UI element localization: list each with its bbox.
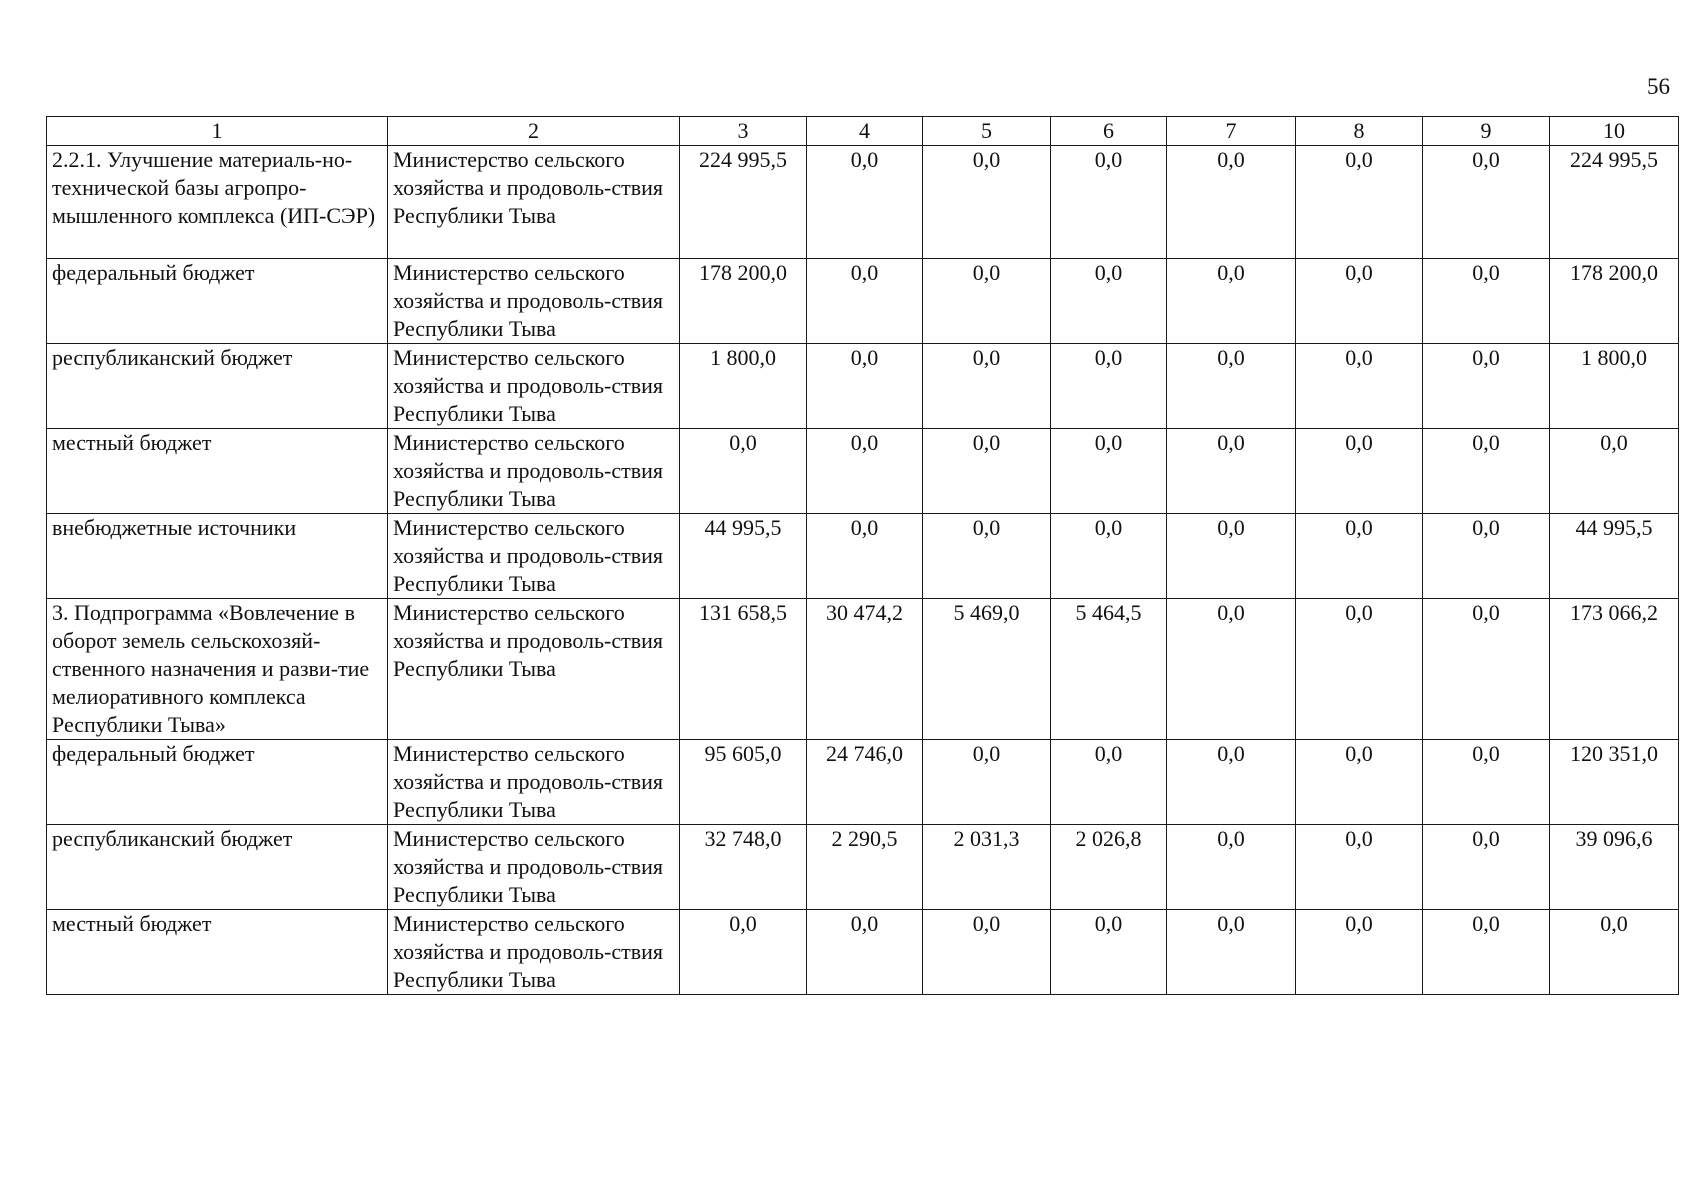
executor-cell: Министерство сельского хозяйства и продоволь-ствия Республики Тыва — [388, 599, 680, 740]
total-cell: 1 800,0 — [1550, 344, 1679, 429]
value-cell: 95 605,0 — [680, 740, 807, 825]
value-cell: 0,0 — [1423, 910, 1550, 995]
table-row — [47, 740, 1679, 825]
table-row — [47, 344, 1679, 429]
column-header: 7 — [1167, 117, 1296, 146]
total-cell: 173 066,2 — [1550, 599, 1679, 740]
table-row — [47, 825, 1679, 910]
value-cell: 0,0 — [680, 429, 807, 514]
value-cell: 0,0 — [1296, 344, 1423, 429]
value-cell: 0,0 — [1051, 740, 1167, 825]
value-cell: 0,0 — [923, 146, 1051, 259]
value-cell: 0,0 — [923, 910, 1051, 995]
value-cell: 24 746,0 — [807, 740, 923, 825]
executor-cell: Министерство сельского хозяйства и продоволь-ствия Республики Тыва — [388, 259, 680, 344]
column-header: 8 — [1296, 117, 1423, 146]
value-cell: 0,0 — [1296, 740, 1423, 825]
table-row — [47, 910, 1679, 995]
value-cell: 1 800,0 — [680, 344, 807, 429]
table-body — [47, 146, 1679, 995]
value-cell: 0,0 — [1051, 344, 1167, 429]
table-row — [47, 259, 1679, 344]
column-header: 9 — [1423, 117, 1550, 146]
value-cell: 178 200,0 — [680, 259, 807, 344]
value-cell: 0,0 — [1296, 514, 1423, 599]
value-cell: 0,0 — [1051, 429, 1167, 514]
value-cell: 0,0 — [1167, 514, 1296, 599]
value-cell: 0,0 — [1051, 514, 1167, 599]
value-cell: 0,0 — [1051, 259, 1167, 344]
value-cell: 0,0 — [1051, 146, 1167, 259]
funding-source-cell: местный бюджет — [47, 429, 388, 514]
executor-cell: Министерство сельского хозяйства и продоволь-ствия Республики Тыва — [388, 344, 680, 429]
value-cell: 0,0 — [807, 259, 923, 344]
value-cell: 0,0 — [1167, 429, 1296, 514]
executor-cell: Министерство сельского хозяйства и продоволь-ствия Республики Тыва — [388, 825, 680, 910]
value-cell: 0,0 — [923, 514, 1051, 599]
total-cell: 44 995,5 — [1550, 514, 1679, 599]
column-header: 6 — [1051, 117, 1167, 146]
value-cell: 0,0 — [1423, 344, 1550, 429]
value-cell: 0,0 — [1296, 910, 1423, 995]
header-row — [47, 117, 1679, 146]
value-cell: 0,0 — [923, 429, 1051, 514]
column-header: 4 — [807, 117, 923, 146]
funding-source-cell: внебюджетные источники — [47, 514, 388, 599]
budget-table — [46, 116, 1679, 995]
program-name-cell: 3. Подпрограмма «Вовлечение в оборот земель сельскохозяй-ственного назначения и разви-тие мелиоративного комплекса Республики Тыва» — [47, 599, 388, 740]
value-cell: 5 464,5 — [1051, 599, 1167, 740]
value-cell: 0,0 — [1296, 259, 1423, 344]
table-row — [47, 146, 1679, 259]
value-cell: 0,0 — [1051, 910, 1167, 995]
column-header: 1 — [47, 117, 388, 146]
value-cell: 0,0 — [1167, 825, 1296, 910]
table-row — [47, 429, 1679, 514]
value-cell: 0,0 — [1167, 344, 1296, 429]
column-header: 5 — [923, 117, 1051, 146]
table-header — [47, 117, 1679, 146]
value-cell: 0,0 — [923, 259, 1051, 344]
table-row — [47, 599, 1679, 740]
value-cell: 0,0 — [1296, 146, 1423, 259]
funding-source-cell: республиканский бюджет — [47, 344, 388, 429]
value-cell: 44 995,5 — [680, 514, 807, 599]
total-cell: 224 995,5 — [1550, 146, 1679, 259]
funding-source-cell: федеральный бюджет — [47, 740, 388, 825]
funding-source-cell: федеральный бюджет — [47, 259, 388, 344]
value-cell: 0,0 — [680, 910, 807, 995]
executor-cell: Министерство сельского хозяйства и продоволь-ствия Республики Тыва — [388, 740, 680, 825]
value-cell: 0,0 — [1167, 259, 1296, 344]
funding-source-cell: республиканский бюджет — [47, 825, 388, 910]
executor-cell: Министерство сельского хозяйства и продоволь-ствия Республики Тыва — [388, 429, 680, 514]
value-cell: 0,0 — [807, 429, 923, 514]
value-cell: 0,0 — [807, 146, 923, 259]
value-cell: 5 469,0 — [923, 599, 1051, 740]
column-header: 2 — [388, 117, 680, 146]
value-cell: 0,0 — [1423, 259, 1550, 344]
value-cell: 224 995,5 — [680, 146, 807, 259]
value-cell: 0,0 — [807, 514, 923, 599]
value-cell: 131 658,5 — [680, 599, 807, 740]
value-cell: 0,0 — [1423, 146, 1550, 259]
value-cell: 0,0 — [1167, 910, 1296, 995]
value-cell: 0,0 — [923, 344, 1051, 429]
total-cell: 0,0 — [1550, 429, 1679, 514]
value-cell: 0,0 — [1167, 740, 1296, 825]
total-cell: 0,0 — [1550, 910, 1679, 995]
value-cell: 0,0 — [1423, 825, 1550, 910]
value-cell: 2 026,8 — [1051, 825, 1167, 910]
column-header: 10 — [1550, 117, 1679, 146]
executor-cell: Министерство сельского хозяйства и продоволь-ствия Республики Тыва — [388, 910, 680, 995]
value-cell: 0,0 — [1423, 740, 1550, 825]
value-cell: 0,0 — [807, 910, 923, 995]
value-cell: 0,0 — [1167, 599, 1296, 740]
value-cell: 0,0 — [1296, 429, 1423, 514]
executor-cell: Министерство сельского хозяйства и продоволь-ствия Республики Тыва — [388, 514, 680, 599]
value-cell: 32 748,0 — [680, 825, 807, 910]
funding-source-cell: местный бюджет — [47, 910, 388, 995]
value-cell: 0,0 — [1423, 429, 1550, 514]
value-cell: 0,0 — [1423, 514, 1550, 599]
value-cell: 2 290,5 — [807, 825, 923, 910]
total-cell: 120 351,0 — [1550, 740, 1679, 825]
page-number: 56 — [1647, 74, 1670, 99]
total-cell: 178 200,0 — [1550, 259, 1679, 344]
value-cell: 0,0 — [807, 344, 923, 429]
executor-cell: Министерство сельского хозяйства и продоволь-ствия Республики Тыва — [388, 146, 680, 259]
total-cell: 39 096,6 — [1550, 825, 1679, 910]
table-row — [47, 514, 1679, 599]
value-cell: 0,0 — [1296, 825, 1423, 910]
value-cell: 0,0 — [1296, 599, 1423, 740]
value-cell: 2 031,3 — [923, 825, 1051, 910]
value-cell: 0,0 — [1423, 599, 1550, 740]
program-name-cell: 2.2.1. Улучшение материаль-но-технической базы агропро-мышленного комплекса (ИП-СЭР) — [47, 146, 388, 259]
value-cell: 0,0 — [923, 740, 1051, 825]
value-cell: 30 474,2 — [807, 599, 923, 740]
value-cell: 0,0 — [1167, 146, 1296, 259]
column-header: 3 — [680, 117, 807, 146]
